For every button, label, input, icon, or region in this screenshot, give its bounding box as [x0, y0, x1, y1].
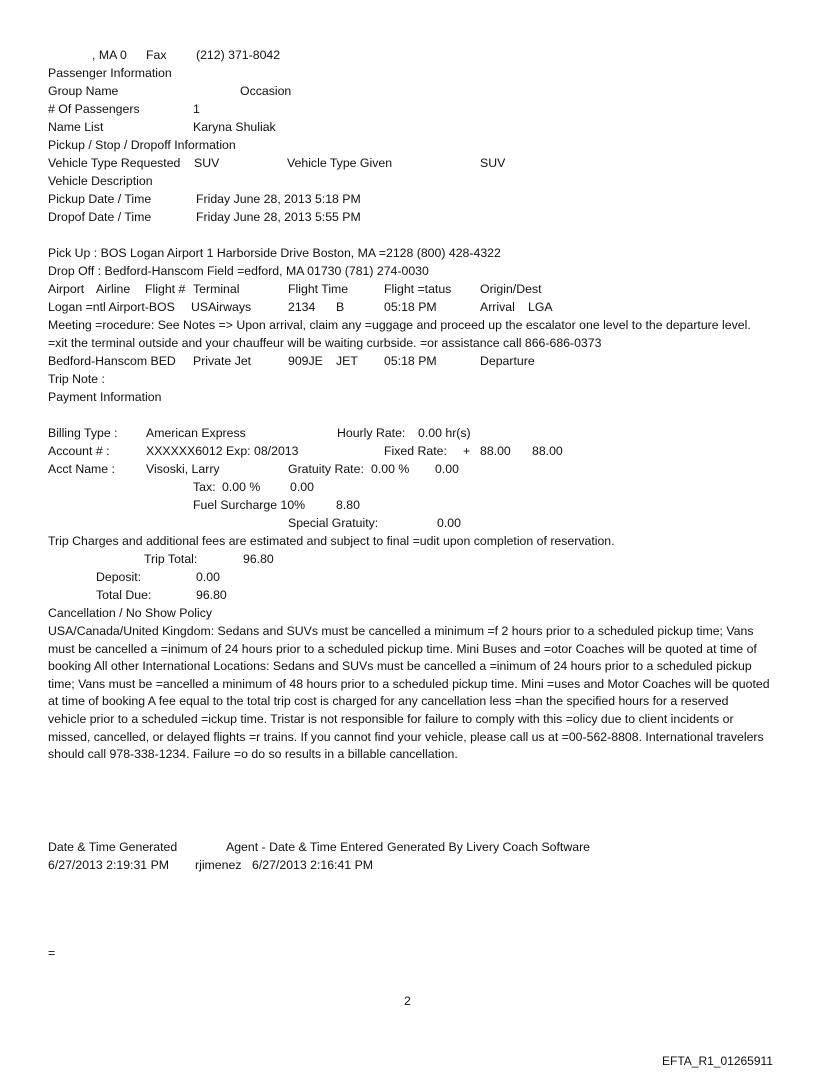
vehicle-given-label: Vehicle Type Given [287, 156, 393, 170]
dropoff-datetime-value: Friday June 28, 2013 5:55 PM [196, 210, 361, 224]
dropoff-datetime-label: Dropof Date / Time [48, 210, 152, 224]
flight2-terminal: JET [336, 354, 358, 368]
deposit-label: Deposit: [96, 570, 142, 584]
dropoff-location: Drop Off : Bedford-Hanscom Field =edford, MA 01730 (781) 274-0030 [48, 264, 429, 278]
flight1-number: 2134 [288, 300, 316, 314]
fax-label: Fax [146, 48, 167, 62]
flight1-status: Arrival [480, 300, 515, 314]
flight-header-terminal: Terminal [193, 282, 240, 296]
flight-header-airport: Airport [48, 282, 85, 296]
special-gratuity-label: Special Gratuity: [288, 516, 379, 530]
flight2-time: 05:18 PM [384, 354, 437, 368]
occasion-label: Occasion [240, 84, 292, 98]
billing-type-value: American Express [146, 426, 246, 440]
page-number: 2 [404, 994, 411, 1008]
hourly-rate-value: 0.00 hr(s) [418, 426, 471, 440]
passenger-section-title: Passenger Information [48, 66, 172, 80]
flight2-airline: Private Jet [193, 354, 252, 368]
vehicle-given-value: SUV [480, 156, 506, 170]
fax-number: (212) 371-8042 [196, 48, 281, 62]
flight2-number: 909JE [288, 354, 323, 368]
header-city-state: , MA 0 [92, 48, 127, 62]
fuel-surcharge-amount: 8.80 [336, 498, 360, 512]
flight-header-origin-dest: Origin/Dest [480, 282, 542, 296]
gratuity-rate-value: 0.00 % [371, 462, 410, 476]
cancellation-policy-text: USA/Canada/United Kingdom: Sedans and SUVs must be cancelled a minimum =f 2 hours prior to a scheduled pickup time; Vans must be cancelled a =inimum of 24 hours prior to a scheduled pickup time. Mini Buses and =otor Coaches will be quoted at time of booking All other International Locations: Sedans and SUVs must be cancelled a =inimum of 24 hours prior to a scheduled pickup time; Vans must be =ancelled a minimum of 48 hours prior to a scheduled pickup time. Mini =uses and Motor Coaches will be quoted at time of booking A fee equal to the total trip cost is charged for any cancellation less =han the specified hours for a reserved vehicle prior to a scheduled =ickup time. Tristar is not responsible for failure to comply with this =olicy due to client incidents or missed, cancelled, or delayed flights =r trains. If you cannot find your vehicle, please call us at =00-562-8808. International travelers should call 978-338-1234. Failure =o do so results in a billable cancellation. [48, 624, 770, 762]
cancellation-title: Cancellation / No Show Policy [48, 606, 213, 620]
flight-header-status: Flight =tatus [384, 282, 452, 296]
flight-header-flight-no: Flight # [145, 282, 186, 296]
flight2-airport: Bedford-Hanscom BED [48, 354, 176, 368]
tax-rate: 0.00 % [222, 480, 261, 494]
gratuity-amount: 0.00 [435, 462, 459, 476]
flight1-airline: USAirways [191, 300, 252, 314]
flight-header-airline: Airline [96, 282, 131, 296]
total-due-label: Total Due: [96, 588, 152, 602]
fixed-rate-total: 88.00 [532, 444, 563, 458]
flight-header-time: Flight Time [288, 282, 349, 296]
pickup-section-title: Pickup / Stop / Dropoff Information [48, 138, 236, 152]
entered-datetime-value: 6/27/2013 2:16:41 PM [252, 858, 374, 872]
meeting-procedure: Meeting =rocedure: See Notes => Upon arrival, claim any =uggage and proceed up the escalator one level to the departure level. =xit the terminal outside and your chauffeur will be waiting curbside. =or assistance call 866-686-0373 [48, 318, 751, 350]
vehicle-requested-label: Vehicle Type Requested [48, 156, 181, 170]
name-list-label: Name List [48, 120, 104, 134]
tax-label: Tax: [193, 480, 216, 494]
pickup-location: Pick Up : BOS Logan Airport 1 Harborside Drive Boston, MA =2128 (800) 428-4322 [48, 246, 501, 260]
hourly-rate-label: Hourly Rate: [337, 426, 406, 440]
acct-name-label: Acct Name : [48, 462, 115, 476]
fixed-rate-value: 88.00 [480, 444, 511, 458]
billing-type-label: Billing Type : [48, 426, 118, 440]
num-passengers-label: # Of Passengers [48, 102, 140, 116]
account-value: XXXXXX6012 Exp: 08/2013 [146, 444, 299, 458]
trip-total-label: Trip Total: [144, 552, 198, 566]
total-due-value: 96.80 [196, 588, 227, 602]
pickup-datetime-value: Friday June 28, 2013 5:18 PM [196, 192, 361, 206]
flight1-terminal: B [336, 300, 345, 314]
deposit-value: 0.00 [196, 570, 220, 584]
trip-note-label: Trip Note : [48, 372, 105, 386]
fixed-rate-sign: + [463, 444, 471, 458]
payment-info-label: Payment Information [48, 390, 162, 404]
flight1-origin-dest: LGA [528, 300, 553, 314]
tax-amount: 0.00 [290, 480, 314, 494]
num-passengers-value: 1 [193, 102, 200, 116]
generated-datetime-value: 6/27/2013 2:19:31 PM [48, 858, 170, 872]
special-gratuity-amount: 0.00 [437, 516, 461, 530]
generated-by: Generated By Livery Coach Software [387, 840, 591, 854]
acct-name-value: Visoski, Larry [146, 462, 220, 476]
gratuity-rate-label: Gratuity Rate: [288, 462, 364, 476]
document-id: EFTA_R1_01265911 [662, 1054, 773, 1068]
group-name-label: Group Name [48, 84, 119, 98]
name-list-value: Karyna Shuliak [193, 120, 276, 134]
fixed-rate-label: Fixed Rate: [384, 444, 447, 458]
vehicle-requested-value: SUV [194, 156, 220, 170]
vehicle-description-label: Vehicle Description [48, 174, 153, 188]
flight1-airport: Logan =ntl Airport-BOS [48, 300, 175, 314]
stray-mark: = [48, 946, 56, 960]
fuel-surcharge-label: Fuel Surcharge 10% [193, 498, 306, 512]
pickup-datetime-label: Pickup Date / Time [48, 192, 152, 206]
agent-value: rjimenez [195, 858, 242, 872]
trip-total-value: 96.80 [243, 552, 274, 566]
agent-label: Agent - Date & Time Entered [226, 840, 384, 854]
flight1-time: 05:18 PM [384, 300, 437, 314]
generated-datetime-label: Date & Time Generated [48, 840, 178, 854]
account-label: Account # : [48, 444, 110, 458]
estimate-note: Trip Charges and additional fees are estimated and subject to final =udit upon completion of reservation. [48, 534, 615, 548]
flight2-status: Departure [480, 354, 535, 368]
